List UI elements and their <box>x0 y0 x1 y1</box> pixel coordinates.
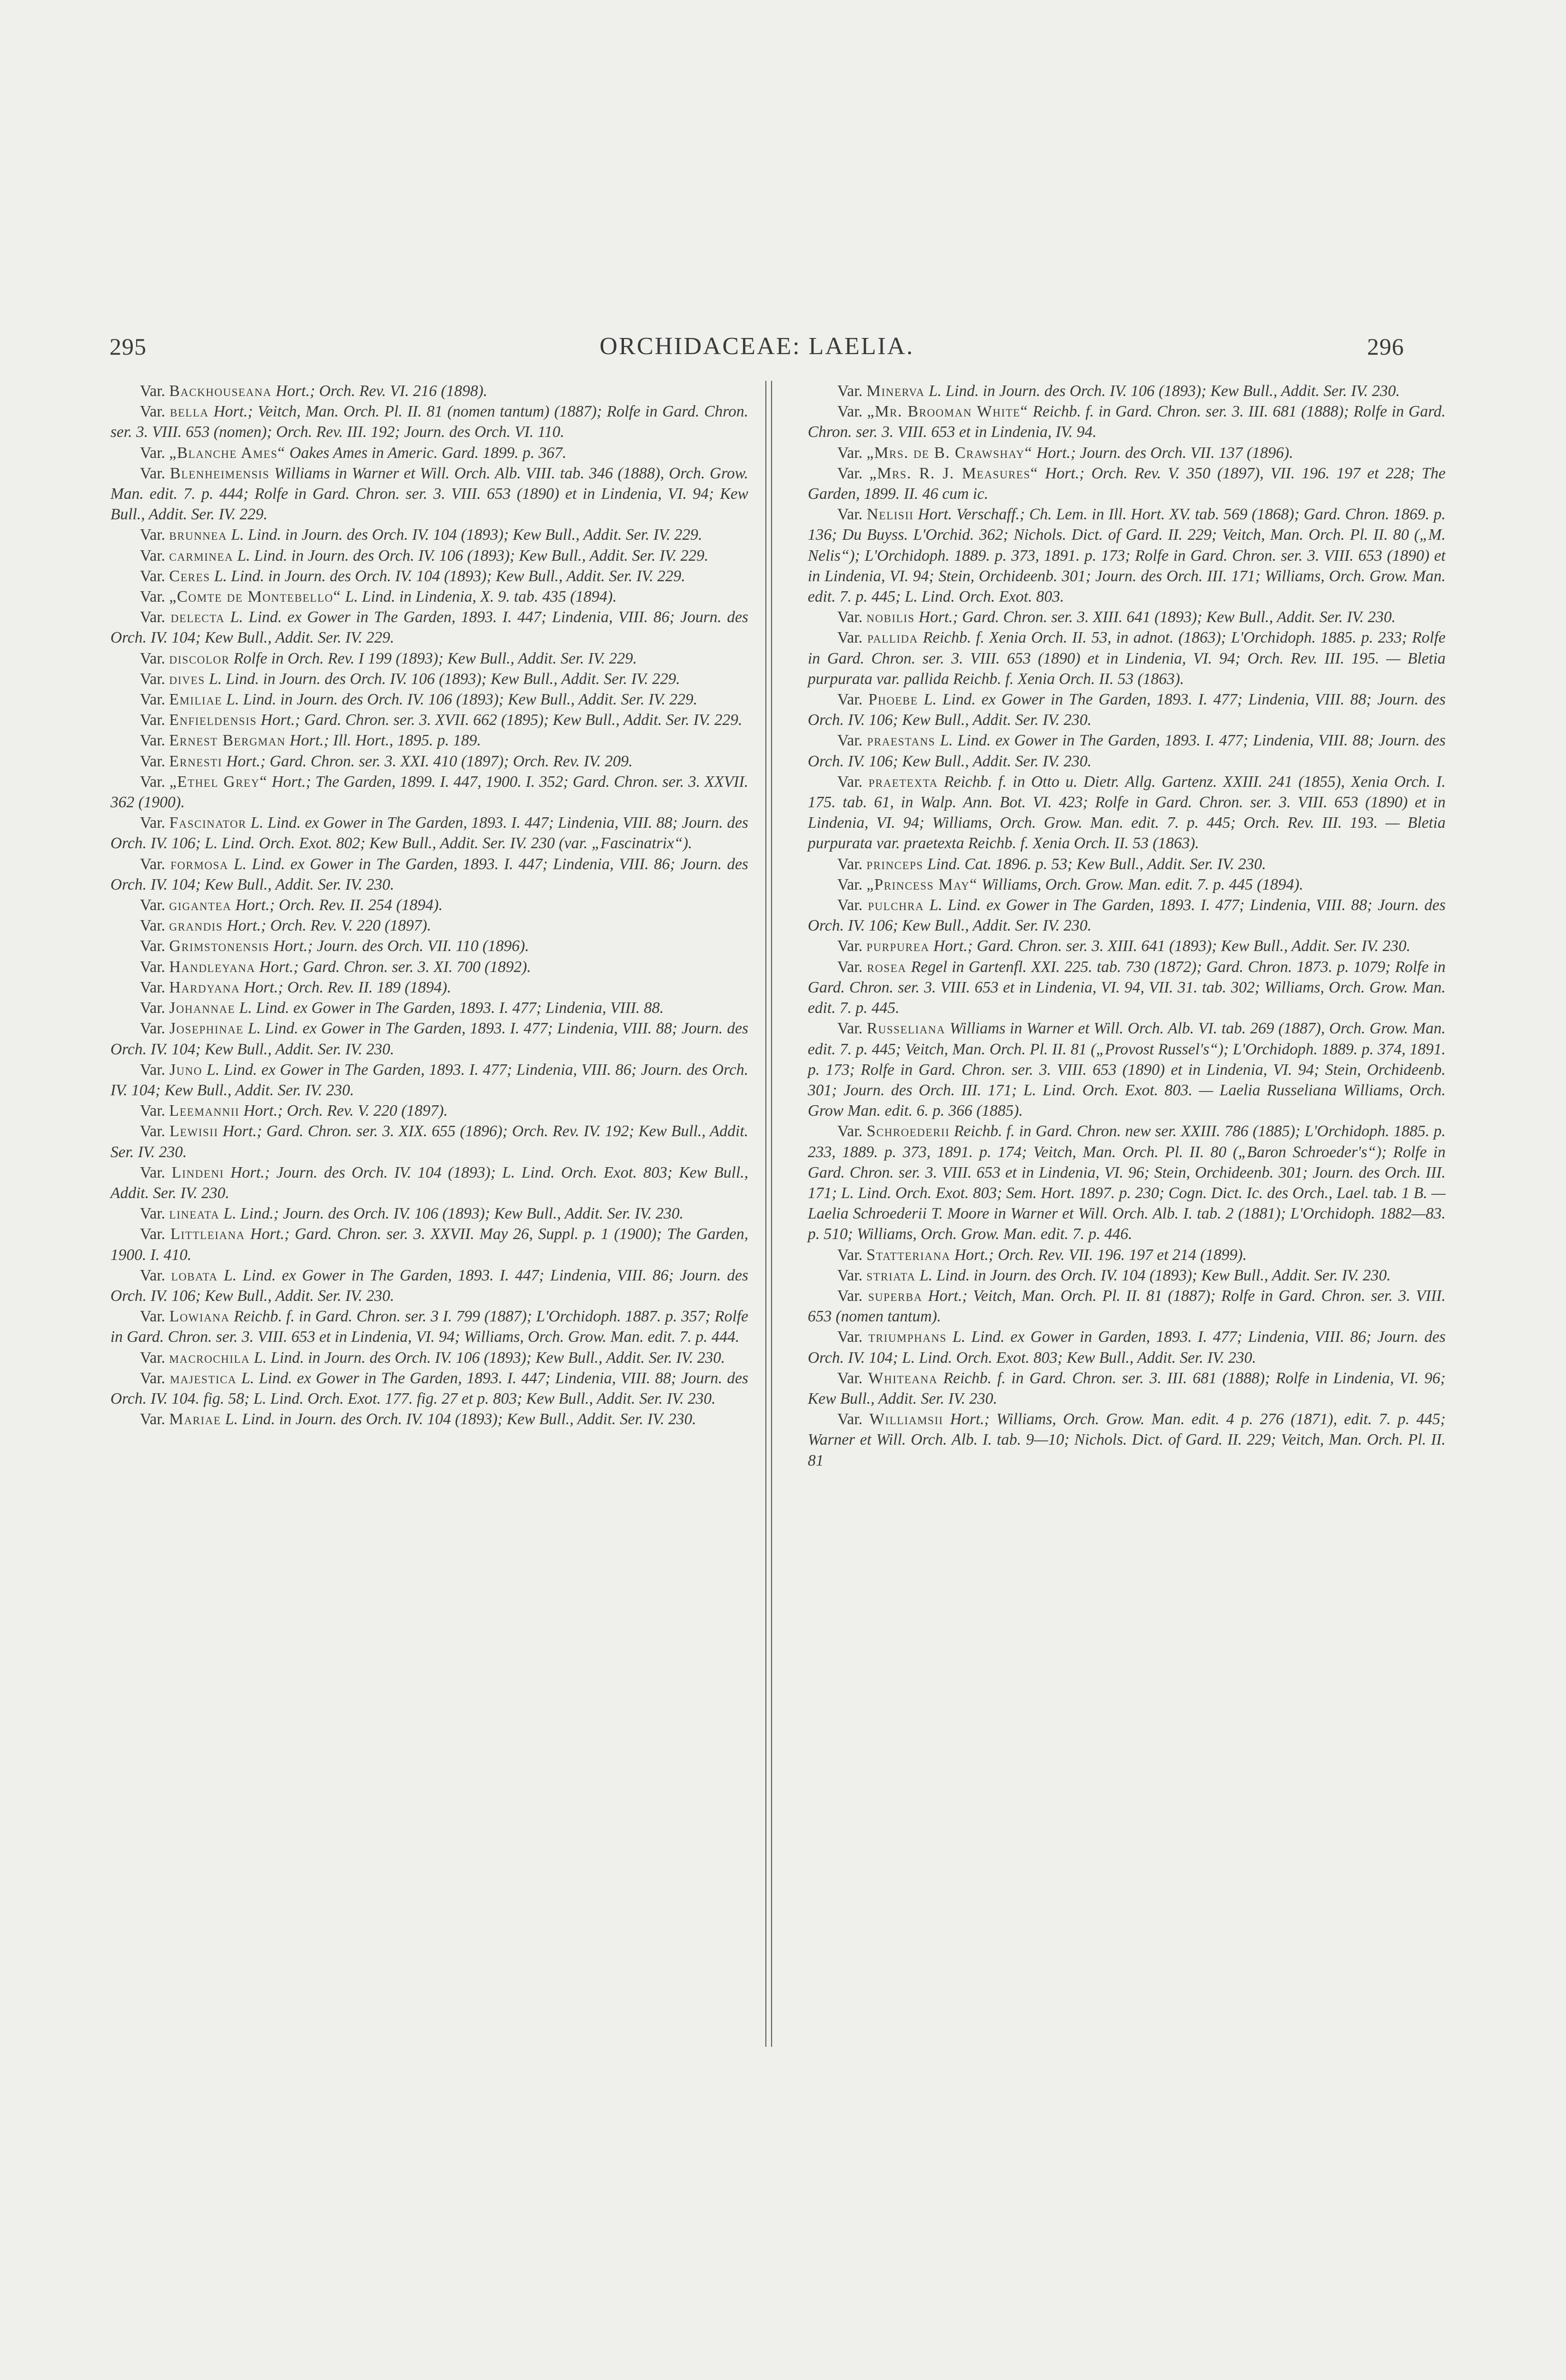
var-label: Var. <box>837 1246 863 1264</box>
variety-citation: Reichb. f. in Otto u. Dietr. Allg. Gartenz. XXIII. 241 (1855), Xenia Orch. I. 175. tab. 61, in Walp. Ann. Bot. VI. 423; Rolfe in Gard. Chron. ser. 3. VIII. 653 (1890) et in Lindenia, VI. 94; Williams, Orch. Grow. Man. edit. 7. p. 445; Orch. Rev. III. 193. — Bletia purpurata var. praetexta Reichb. f. Xenia Orch. II. 53 (1863). <box>808 773 1446 853</box>
variety-entry <box>110 607 748 648</box>
variety-name: pulchra <box>868 896 924 914</box>
variety-name: Ernest Bergman <box>169 732 286 750</box>
var-label: Var. <box>837 1020 863 1038</box>
variety-name: carminea <box>169 546 234 565</box>
variety-name: praetexta <box>868 773 938 791</box>
variety-entry <box>110 1348 748 1368</box>
variety-name: Mariae <box>169 1410 221 1428</box>
variety-citation: L. Lind. ex Gower in The Garden, 1893. I. 447; Lindenia, VIII. 88; Journ. des Orch. IV. 104. fig. 58; L. Lind. Orch. Exot. 177. fig. 27 et p. 803; Kew Bull., Addit. Ser. IV. 230. <box>110 1369 748 1408</box>
var-label: Var. <box>140 958 166 976</box>
variety-entry <box>110 710 748 730</box>
variety-entry <box>808 504 1446 607</box>
variety-entry <box>110 1306 748 1347</box>
variety-name: Johannae <box>169 999 236 1017</box>
variety-citation: L. Lind. in Journ. des Orch. IV. 104 (1893); Kew Bull., Addit. Ser. IV. 230. <box>225 1410 696 1428</box>
variety-citation: Hort.; Gard. Chron. ser. 3. XIII. 641 (1893); Kew Bull., Addit. Ser. IV. 230. <box>919 608 1396 626</box>
variety-name: brunnea <box>169 526 228 544</box>
variety-entry <box>808 1245 1446 1265</box>
variety-name: majestica <box>170 1369 237 1387</box>
variety-citation: L. Lind. ex Gower in The Garden, 1893. I. 477; Lindenia, VIII. 86; Journ. des Orch. IV. 104; Kew Bull., Addit. Ser. IV. 230. <box>110 1061 749 1099</box>
variety-entry <box>808 401 1446 442</box>
variety-name: Emiliae <box>169 691 222 709</box>
var-label: Var. <box>837 444 863 462</box>
var-label: Var. <box>140 546 166 565</box>
var-label: Var. <box>140 937 166 955</box>
variety-citation: Reichb. f. in Gard. Chron. ser. 3. III. 681 (1888); Rolfe in Lindenia, VI. 96; Kew Bull., Addit. Ser. IV. 230. <box>808 1369 1446 1408</box>
variety-entry <box>110 936 748 956</box>
var-label: Var. <box>837 1287 863 1305</box>
var-label: Var. <box>140 1369 166 1387</box>
variety-citation: Rolfe in Orch. Rev. I 199 (1893); Kew Bull., Addit. Ser. IV. 229. <box>233 649 637 667</box>
variety-name: Handleyana <box>169 958 256 976</box>
variety-name: Blenheimensis <box>169 464 270 482</box>
variety-citation: L. Lind. in Journ. des Orch. IV. 106 (1893); Kew Bull., Addit. Ser. IV. 230. <box>254 1349 725 1367</box>
var-label: Var. <box>837 1266 863 1284</box>
variety-name: Schroederii <box>866 1122 950 1140</box>
var-label: Var. <box>140 670 166 688</box>
variety-citation: Hort.; Orch. Rev. V. 220 (1897). <box>243 1102 448 1120</box>
variety-name: Ernesti <box>169 752 222 770</box>
var-label: Var. <box>837 464 863 482</box>
var-label: Var. <box>140 608 166 626</box>
variety-citation: Reichb. f. in Gard. Chron. ser. 3 I. 799 (1887); L'Orchidoph. 1887. p. 357; Rolfe in Gard. Chron. ser. 3. VIII. 653 et in Lindenia, VI. 94; Williams, Orch. Grow. Man. edit. 7. p. 444. <box>110 1308 749 1346</box>
var-label: Var. <box>140 403 166 421</box>
variety-citation: L. Lind. ex Gower in The Garden, 1893. I. 447; Lindenia, VIII. 86; Journ. des Orch. IV. 104; Kew Bull., Addit. Ser. IV. 229. <box>110 608 749 647</box>
variety-entry <box>110 957 748 977</box>
page-number-right: 296 <box>1367 333 1404 360</box>
variety-citation: Hort.; Gard. Chron. ser. 3. XXI. 410 (1897); Orch. Rev. IV. 209. <box>226 752 633 770</box>
var-label: Var. <box>140 896 166 914</box>
variety-name: „Mrs. de B. Crawshay“ <box>866 444 1033 462</box>
variety-name: dives <box>169 670 205 688</box>
variety-name: Josephinae <box>169 1020 244 1038</box>
variety-name: Leemannii <box>169 1102 240 1120</box>
var-label: Var. <box>837 1122 863 1140</box>
variety-entry <box>808 854 1446 874</box>
var-label: Var. <box>837 1410 863 1428</box>
variety-entry <box>110 1018 748 1059</box>
variety-citation: L. Lind. in Journ. des Orch. IV. 106 (1893); Kew Bull., Addit. Ser. IV. 230. <box>929 382 1400 400</box>
variety-entry <box>110 689 748 710</box>
variety-name: Nelisii <box>866 506 914 524</box>
variety-entry <box>808 1286 1446 1327</box>
var-label: Var. <box>837 382 863 400</box>
variety-entry <box>808 1121 1446 1244</box>
var-label: Var. <box>140 1308 166 1326</box>
variety-citation: Hort.; Gard. Chron. ser. 3. XXVII. May 26, Suppl. p. 1 (1900); The Garden, 1900. I. 410. <box>110 1225 749 1264</box>
variety-entry <box>808 730 1446 771</box>
variety-name: delecta <box>170 608 225 626</box>
variety-name: formosa <box>170 855 228 873</box>
variety-name: Fascinator <box>169 814 247 832</box>
variety-name: „Mrs. R. J. Measures“ <box>869 464 1039 482</box>
page-number-left: 295 <box>109 333 147 360</box>
var-label: Var. <box>140 588 166 606</box>
left-column <box>110 381 748 1429</box>
variety-citation: Williams in Warner et Will. Orch. Alb. VI. tab. 269 (1887), Orch. Grow. Man. edit. 7. p. 445; Veitch, Man. Orch. Pl. II. 81 („Provost Russel's“); L'Orchidoph. 1889. p. 374, 1891. p. 173; Rolfe in Gard. Chron. ser. 3. VIII. 653 (1890) et in Lindenia, VI. 94; Stein, Orchideenb. 301; Journ. des Orch. III. 171; L. Lind. Orch. Exot. 803. — Laelia Russeliana Williams, Orch. Grow Man. edit. 6. p. 366 (1885). <box>808 1020 1446 1120</box>
variety-citation: L. Lind. in Lindenia, X. 9. tab. 435 (1894). <box>345 588 617 606</box>
variety-citation: Hort.; The Garden, 1899. I. 447, 1900. I. 352; Gard. Chron. ser. 3. XXVII. 362 (1900). <box>110 773 748 812</box>
var-label: Var. <box>140 649 166 667</box>
var-label: Var. <box>140 814 166 832</box>
variety-entry <box>808 1018 1446 1121</box>
variety-name: purpurea <box>866 937 930 955</box>
var-label: Var. <box>140 773 166 791</box>
variety-entry <box>110 1162 748 1203</box>
variety-citation: L. Lind. ex Gower in The Garden, 1893. I. 477; Lindenia, VIII. 88; Journ. des Orch. IV. 106; Kew Bull., Addit. Ser. IV. 230. <box>808 691 1446 729</box>
variety-name: Lewisii <box>169 1122 218 1140</box>
variety-entry <box>808 689 1446 730</box>
var-label: Var. <box>140 1266 166 1284</box>
var-label: Var. <box>837 855 863 873</box>
var-label: Var. <box>140 1225 166 1243</box>
var-label: Var. <box>837 1369 863 1387</box>
var-label: Var. <box>140 752 166 770</box>
variety-citation: Hort.; Gard. Chron. ser. 3. XVII. 662 (1895); Kew Bull., Addit. Ser. IV. 229. <box>260 711 743 729</box>
variety-entry <box>808 381 1446 401</box>
variety-entry <box>110 443 748 463</box>
variety-citation: Oakes Ames in Americ. Gard. 1899. p. 367. <box>289 444 567 462</box>
variety-name: Williamsii <box>869 1410 943 1428</box>
variety-name: gigantea <box>169 896 232 914</box>
var-label: Var. <box>837 958 863 976</box>
variety-entry <box>110 669 748 689</box>
variety-citation: Hort.; Orch. Rev. V. 220 (1897). <box>227 917 431 935</box>
variety-name: rosea <box>867 958 907 976</box>
var-label: Var. <box>837 691 863 709</box>
var-label: Var. <box>837 1328 863 1346</box>
variety-entry <box>110 381 748 401</box>
var-label: Var. <box>140 917 166 935</box>
var-label: Var. <box>140 1163 166 1181</box>
variety-name: praestans <box>867 732 936 750</box>
var-label: Var. <box>140 1205 166 1223</box>
variety-citation: Hort.; Orch. Rev. VII. 196. 197 et 214 (1899). <box>954 1246 1247 1264</box>
variety-entry <box>110 751 748 772</box>
variety-name: Lowiana <box>169 1308 230 1326</box>
variety-citation: Hort.; Journ. des Orch. VII. 110 (1896). <box>273 937 529 955</box>
variety-citation: Hort.; Gard. Chron. ser. 3. XIII. 641 (1893); Kew Bull., Addit. Ser. IV. 230. <box>933 937 1411 955</box>
var-label: Var. <box>140 711 166 729</box>
var-label: Var. <box>837 875 863 893</box>
variety-entry <box>110 566 748 586</box>
variety-entry <box>110 977 748 998</box>
variety-name: nobilis <box>866 608 915 626</box>
var-label: Var. <box>140 999 166 1017</box>
variety-entry <box>110 1409 748 1429</box>
variety-citation: L. Lind. ex Gower in The Garden, 1893. I. 447; Lindenia, VIII. 88; Journ. des Orch. IV. 106; L. Lind. Orch. Exot. 802; Kew Bull., Addit. Ser. IV. 230 (var. „Fascinatrix“). <box>110 814 748 853</box>
variety-citation: Hort.; Williams, Orch. Grow. Man. edit. 4 p. 276 (1871), edit. 7. p. 445; Warner et Will. Orch. Alb. I. tab. 9—10; Nichols. Dict. of Gard. II. 229; Veitch, Man. Orch. Pl. II. 81 <box>808 1410 1446 1469</box>
variety-name: discolor <box>169 649 230 667</box>
variety-entry <box>110 854 748 895</box>
variety-citation: L. Lind. in Journ. des Orch. IV. 104 (1893); Kew Bull., Addit. Ser. IV. 230. <box>920 1266 1391 1284</box>
var-label: Var. <box>140 1020 166 1038</box>
var-label: Var. <box>837 896 863 914</box>
variety-entry <box>110 730 748 751</box>
variety-name: Whiteana <box>868 1369 938 1387</box>
variety-entry <box>808 1327 1446 1368</box>
variety-citation: Williams, Orch. Grow. Man. edit. 7. p. 445 (1894). <box>981 875 1304 893</box>
variety-entry <box>110 1121 748 1162</box>
variety-name: „Princess May“ <box>866 875 978 893</box>
var-label: Var. <box>140 526 166 544</box>
right-column <box>808 381 1446 1471</box>
var-label: Var. <box>837 506 863 524</box>
var-label: Var. <box>140 691 166 709</box>
variety-name: Littleiana <box>170 1225 245 1243</box>
variety-entry <box>110 1224 748 1265</box>
variety-entry <box>808 895 1446 936</box>
var-label: Var. <box>140 855 166 873</box>
variety-entry <box>110 915 748 936</box>
variety-name: triumphans <box>868 1328 947 1346</box>
variety-citation: L. Lind. ex Gower in The Garden, 1893. I. 447; Lindenia, VIII. 86; Journ. des Orch. IV. 106; Kew Bull., Addit. Ser. IV. 230. <box>110 1266 749 1305</box>
variety-citation: L. Lind. ex Gower in The Garden, 1893. I. 477; Lindenia, VIII. 88; Journ. des Orch. IV. 104; Kew Bull., Addit. Ser. IV. 230. <box>110 1020 749 1058</box>
var-label: Var. <box>140 1061 166 1079</box>
variety-citation: L. Lind. in Journ. des Orch. IV. 106 (1893); Kew Bull., Addit. Ser. IV. 229. <box>209 670 680 688</box>
variety-entry <box>110 401 748 442</box>
variety-citation: Hort.; Gard. Chron. ser. 3. XIX. 655 (1896); Orch. Rev. IV. 192; Kew Bull., Addit. Ser. IV. 230. <box>110 1122 748 1161</box>
variety-citation: Reichb. f. in Gard. Chron. new ser. XXIII. 786 (1885); L'Orchidoph. 1885. p. 233, 1889. p. 373, 1891. p. 174; Veitch, Man. Orch. Pl. II. 80 („Baron Schroeder's“); Rolfe in Gard. Chron. ser. 3. VIII. 653 et in Lindenia, VI. 96; Stein, Orchideenb. 301; Journ. des Orch. III. 171; L. Lind. Orch. Exot. 803; Sem. Hort. 1897. p. 230; Cogn. Dict. Ic. des Orch., Lael. tab. 1 B. — Laelia Schroederii T. Moore in Warner et Will. Orch. Alb. I. tab. 2 (1881); L'Orchidoph. 1882—83. p. 510; Williams, Orch. Grow. Man. edit. 7. p. 446. <box>808 1122 1446 1243</box>
variety-entry <box>110 648 748 669</box>
variety-citation: Reichb. f. in Gard. Chron. ser. 3. III. 681 (1888); Rolfe in Gard. Chron. ser. 3. VIII. 653 et in Lindenia, IV. 94. <box>808 403 1446 441</box>
variety-citation: L. Lind. ex Gower in The Garden, 1893. I. 477; Lindenia, VIII. 88; Journ. des Orch. IV. 106; Kew Bull., Addit. Ser. IV. 230. <box>808 732 1446 770</box>
variety-citation: L. Lind. in Journ. des Orch. IV. 106 (1893); Kew Bull., Addit. Ser. IV. 229. <box>237 546 709 565</box>
variety-name: pallida <box>867 629 918 647</box>
variety-name: princeps <box>866 855 923 873</box>
column-divider <box>765 381 772 2047</box>
variety-entry <box>110 586 748 607</box>
variety-citation: Williams in Warner et Will. Orch. Alb. VIII. tab. 346 (1888), Orch. Grow. Man. edit. 7. p. 444; Rolfe in Gard. Chron. ser. 3. VIII. 653 (1890) et in Lindenia, VI. 94; Kew Bull., Addit. Ser. IV. 229. <box>110 464 749 524</box>
var-label: Var. <box>837 732 863 750</box>
variety-name: Phoebe <box>868 691 918 709</box>
var-label: Var. <box>140 382 166 400</box>
variety-citation: Hort.; Orch. Rev. VI. 216 (1898). <box>276 382 487 400</box>
variety-entry <box>808 874 1446 895</box>
page-header <box>109 332 1404 375</box>
variety-entry <box>808 627 1446 689</box>
var-label: Var. <box>140 464 166 482</box>
variety-entry <box>110 998 748 1018</box>
variety-entry <box>808 607 1446 627</box>
variety-entry <box>110 1265 748 1306</box>
variety-name: „Blanche Ames“ <box>169 444 286 462</box>
variety-citation: Regel in Gartenfl. XXI. 225. tab. 730 (1872); Gard. Chron. 1873. p. 1079; Rolfe in Gard. Chron. ser. 3. VIII. 653 et in Lindenia, VI. 94, VII. 31. tab. 302; Williams, Orch. Grow. Man. edit. 7. p. 445. <box>808 958 1446 1017</box>
variety-entry <box>110 772 748 813</box>
variety-citation: L. Lind. in Journ. des Orch. IV. 104 (1893); Kew Bull., Addit. Ser. IV. 229. <box>214 567 685 585</box>
variety-entry <box>110 1368 748 1409</box>
page-title: ORCHIDACEAE: LAELIA. <box>599 333 914 360</box>
var-label: Var. <box>837 937 863 955</box>
variety-name: Hardyana <box>169 978 240 996</box>
variety-name: Statteriana <box>866 1246 951 1264</box>
variety-name: Minerva <box>866 382 925 400</box>
var-label: Var. <box>140 567 166 585</box>
variety-citation: L. Lind.; Journ. des Orch. IV. 106 (1893); Kew Bull., Addit. Ser. IV. 230. <box>223 1205 684 1223</box>
variety-name: Juno <box>169 1061 203 1079</box>
variety-citation: L. Lind. ex Gower in Garden, 1893. I. 477; Lindenia, VIII. 86; Journ. des Orch. IV. 104; L. Lind. Orch. Exot. 803; Kew Bull., Addit. Ser. IV. 230. <box>808 1328 1446 1367</box>
variety-name: Lindeni <box>171 1163 224 1181</box>
variety-name: „Ethel Grey“ <box>169 773 268 791</box>
var-label: Var. <box>140 1349 166 1367</box>
var-label: Var. <box>140 1102 166 1120</box>
variety-citation: Hort.; Ill. Hort., 1895. p. 189. <box>289 732 481 750</box>
variety-entry <box>808 772 1446 854</box>
variety-citation: Hort.; Journ. des Orch. IV. 104 (1893); L. Lind. Orch. Exot. 803; Kew Bull., Addit. Ser. IV. 230. <box>110 1163 749 1202</box>
variety-name: bella <box>170 403 209 421</box>
variety-name: „Mr. Brooman White“ <box>867 403 1029 421</box>
variety-name: lineata <box>169 1205 220 1223</box>
variety-citation: Hort.; Orch. Rev. II. 189 (1894). <box>244 978 451 996</box>
variety-citation: Reichb. f. Xenia Orch. II. 53, in adnot. (1863); L'Orchidoph. 1885. p. 233; Rolfe in Gard. Chron. ser. 3. VIII. 653 (1890) et in Lindenia, VI. 94; Orch. Rev. III. 195. — Bletia purpurata var. pallida Reichb. f. Xenia Orch. II. 53 (1863). <box>808 629 1446 688</box>
variety-name: superba <box>868 1287 922 1305</box>
variety-name: Enfieldensis <box>169 711 257 729</box>
variety-citation: Hort.; Journ. des Orch. VII. 137 (1896). <box>1036 444 1293 462</box>
variety-name: Grimstonensis <box>169 937 270 955</box>
variety-citation: Hort.; Orch. Rev. V. 350 (1897), VII. 196. 197 et 228; The Garden, 1899. II. 46 cum ic. <box>808 464 1446 503</box>
var-label: Var. <box>837 403 863 421</box>
variety-name: macrochila <box>169 1349 250 1367</box>
variety-citation: Hort. Verschaff.; Ch. Lem. in Ill. Hort. XV. tab. 569 (1868); Gard. Chron. 1869. p. 136; Du Buyss. L'Orchid. 362; Nichols. Dict. of Gard. II. 229; Veitch, Man. Orch. Pl. II. 80 („M. Nelis“); L'Orchidoph. 1889. p. 373, 1891. p. 173; Rolfe in Gard. Chron. ser. 3. VIII. 653 (1890) et in Lindenia, VI. 94; Stein, Orchideenb. 301; Journ. des Orch. III. 171; Williams, Orch. Grow. Man. edit. 7. p. 445; L. Lind. Orch. Exot. 803. <box>808 506 1446 606</box>
variety-citation: Hort.; Gard. Chron. ser. 3. XI. 700 (1892). <box>259 958 531 976</box>
variety-entry <box>808 1265 1446 1286</box>
var-label: Var. <box>837 608 863 626</box>
variety-entry <box>110 895 748 915</box>
var-label: Var. <box>140 1122 166 1140</box>
variety-entry <box>110 545 748 566</box>
variety-entry <box>808 1368 1446 1409</box>
variety-name: Backhouseana <box>169 382 272 400</box>
variety-name: striata <box>866 1266 916 1284</box>
var-label: Var. <box>837 773 863 791</box>
variety-citation: L. Lind. ex Gower in The Garden, 1893. I. 477; Lindenia, VIII. 88. <box>239 999 664 1017</box>
variety-citation: Hort.; Veitch, Man. Orch. Pl. II. 81 (1887); Rolfe in Gard. Chron. ser. 3. VIII. 653 (nomen tantum). <box>808 1287 1446 1326</box>
variety-entry <box>808 443 1446 463</box>
var-label: Var. <box>140 1410 166 1428</box>
variety-citation: L. Lind. ex Gower in The Garden, 1893. I. 477; Lindenia, VIII. 88; Journ. des Orch. IV. 106; Kew Bull., Addit. Ser. IV. 230. <box>808 896 1446 935</box>
variety-entry <box>808 936 1446 956</box>
variety-entry <box>110 525 748 545</box>
variety-citation: L. Lind. in Journ. des Orch. IV. 104 (1893); Kew Bull., Addit. Ser. IV. 229. <box>231 526 703 544</box>
variety-citation: Lind. Cat. 1896. p. 53; Kew Bull., Addit. Ser. IV. 230. <box>927 855 1266 873</box>
var-label: Var. <box>140 444 166 462</box>
variety-name: Ceres <box>169 567 210 585</box>
variety-entry <box>808 463 1446 504</box>
variety-entry <box>808 1409 1446 1471</box>
variety-name: grandis <box>169 917 223 935</box>
variety-name: lobata <box>171 1266 218 1284</box>
var-label: Var. <box>140 732 166 750</box>
variety-citation: L. Lind. ex Gower in The Garden, 1893. I. 447; Lindenia, VIII. 86; Journ. des Orch. IV. 104; Kew Bull., Addit. Ser. IV. 230. <box>110 855 748 893</box>
variety-entry <box>110 1060 748 1101</box>
var-label: Var. <box>837 629 863 647</box>
variety-citation: Hort.; Veitch, Man. Orch. Pl. II. 81 (nomen tantum) (1887); Rolfe in Gard. Chron. ser. 3. VIII. 653 (nomen); Orch. Rev. III. 192; Journ. des Orch. VI. 110. <box>110 403 749 441</box>
variety-entry <box>110 1203 748 1224</box>
variety-entry <box>110 813 748 853</box>
variety-citation: L. Lind. in Journ. des Orch. IV. 106 (1893); Kew Bull., Addit. Ser. IV. 229. <box>226 691 698 709</box>
variety-name: „Comte de Montebello“ <box>169 588 341 606</box>
var-label: Var. <box>140 978 166 996</box>
variety-name: Russeliana <box>867 1020 946 1038</box>
variety-entry <box>808 957 1446 1019</box>
variety-entry <box>110 1101 748 1121</box>
variety-entry <box>110 463 748 525</box>
variety-citation: Hort.; Orch. Rev. II. 254 (1894). <box>235 896 443 914</box>
